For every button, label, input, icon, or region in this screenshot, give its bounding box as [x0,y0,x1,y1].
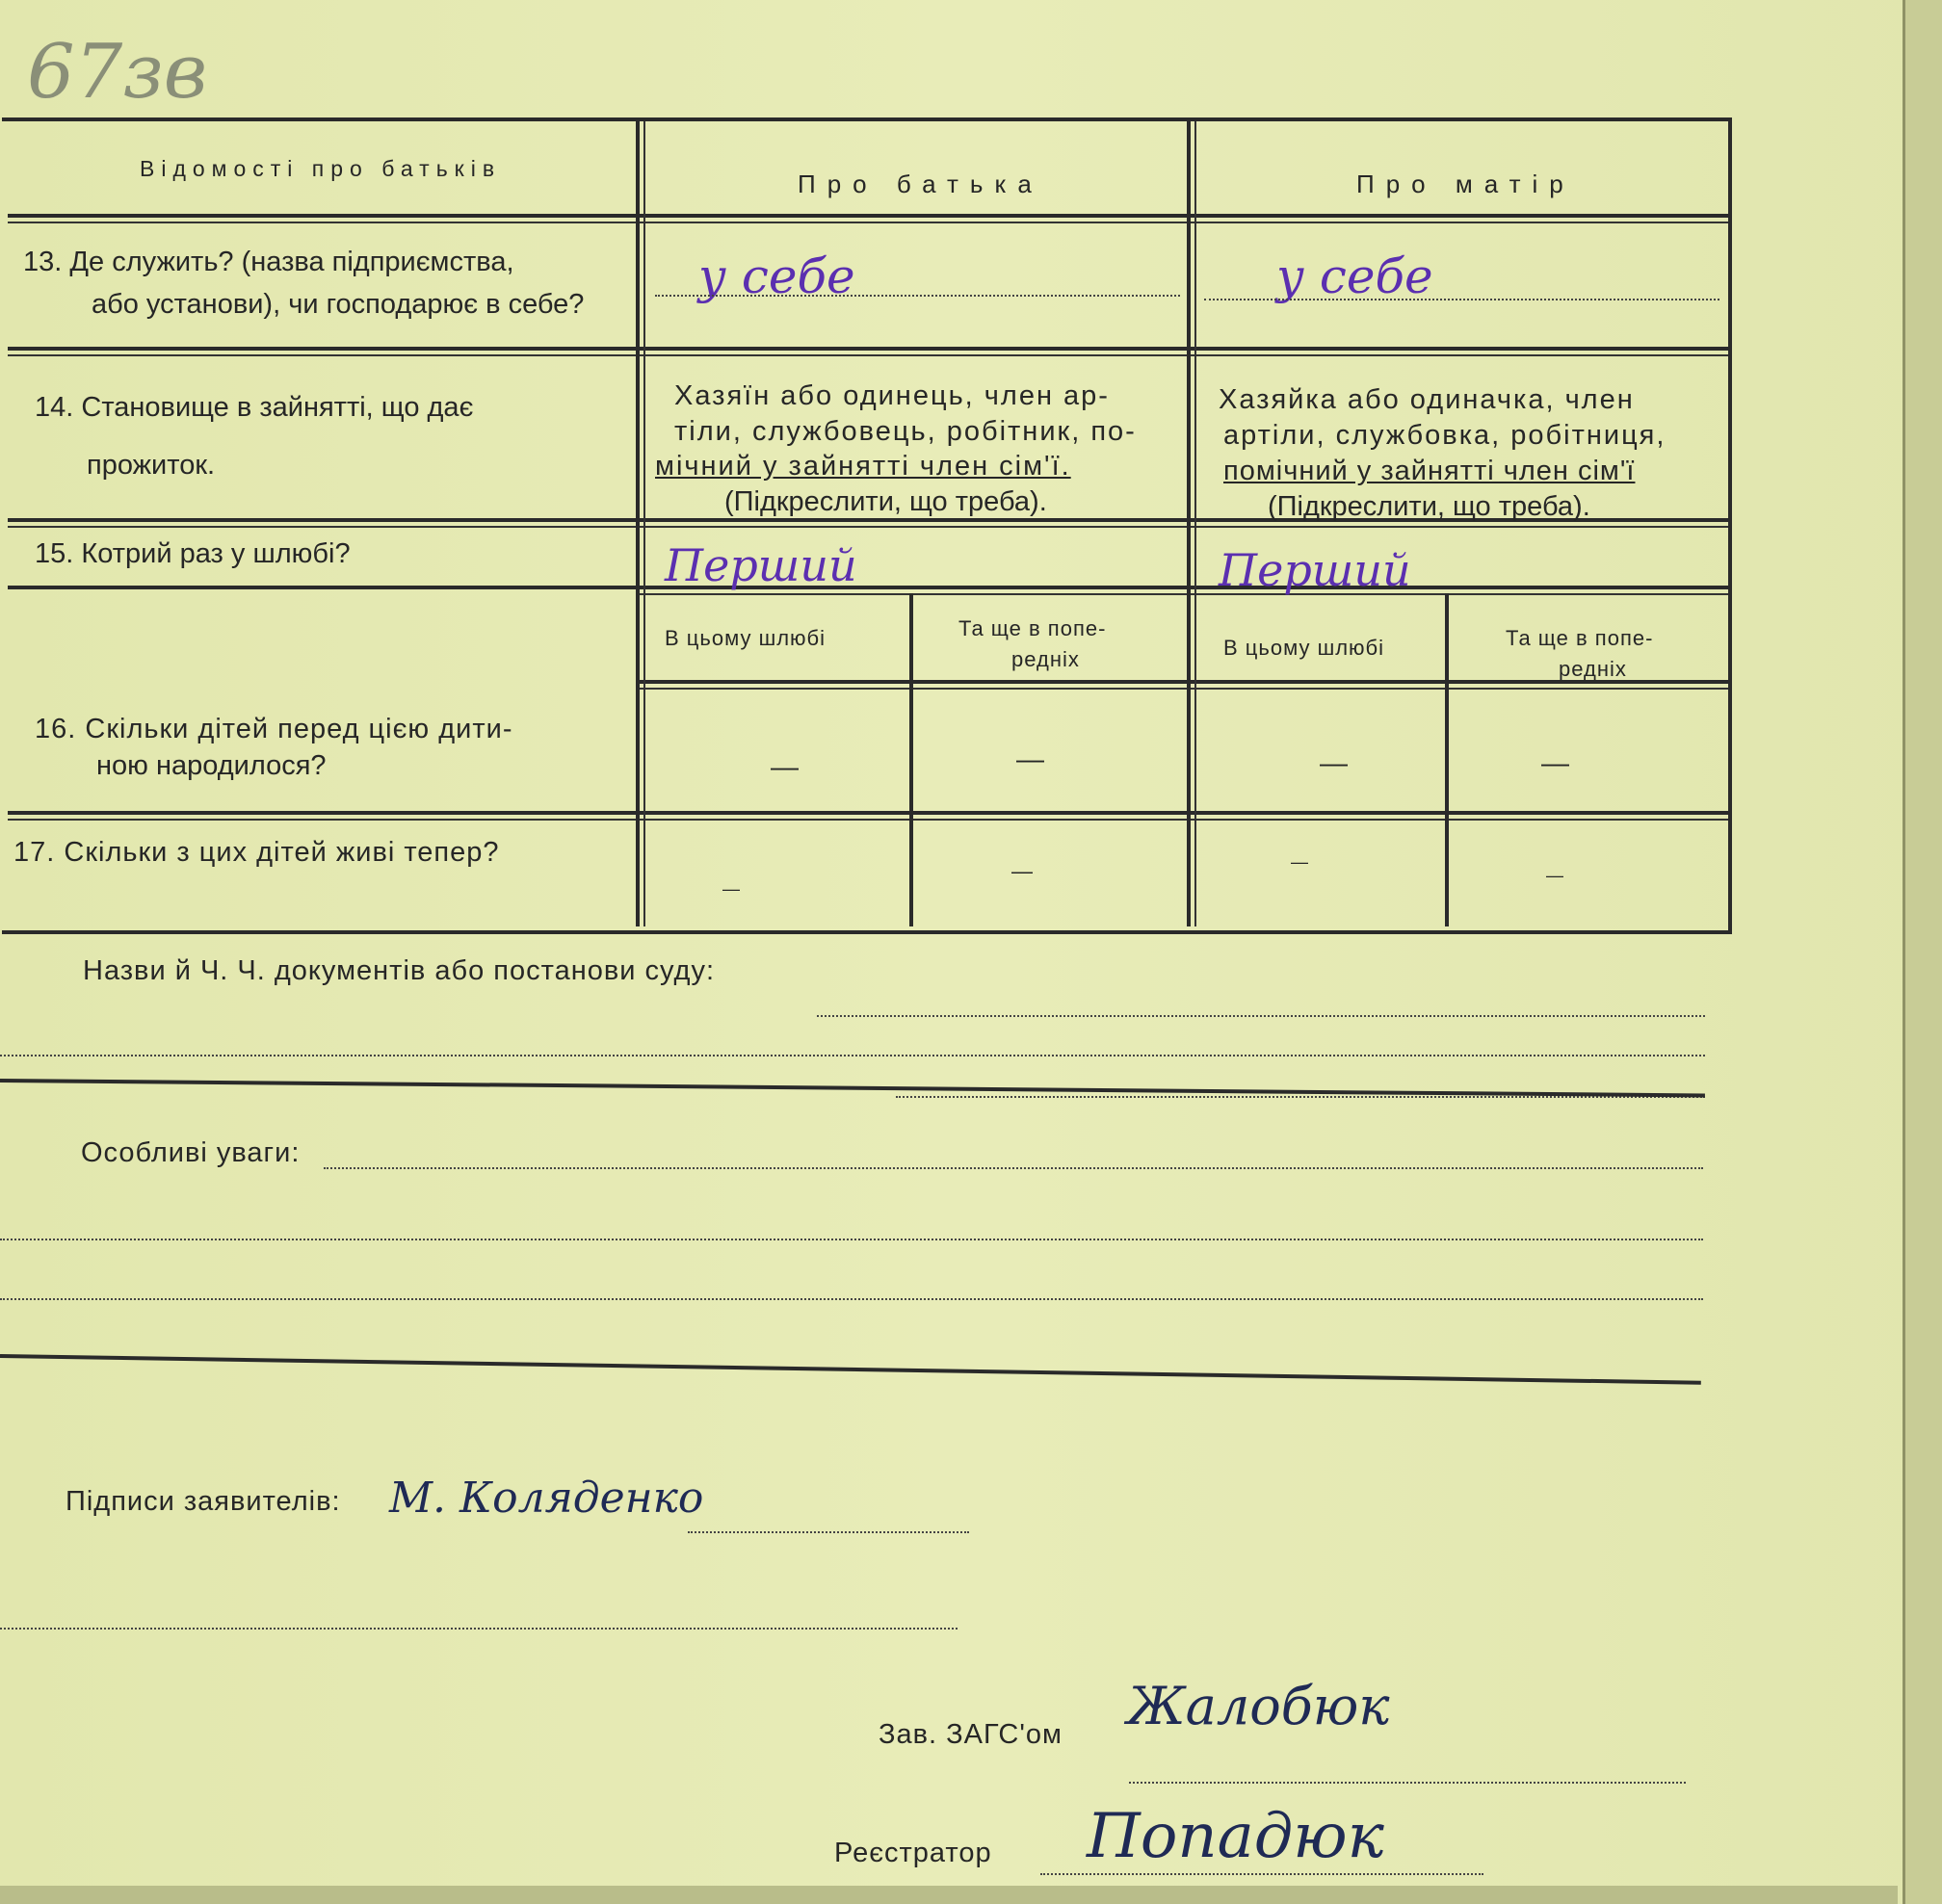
q14-mother-option-line2: артіли, службовка, робітниця, [1223,420,1666,451]
q14-mother-note: (Підкреслити, що треба). [1268,491,1590,522]
applicants-signature: М. Коляденко [389,1474,704,1523]
documents-line-2 [0,1055,1705,1056]
col-divider-parents-2 [1194,121,1196,926]
registrar-signature-label: Реєстратор [834,1838,992,1868]
q14-mother-option-line1: Хазяйка або одиначка, член [1219,384,1635,415]
rule-q15-2 [636,593,1728,595]
rule-header-2 [8,222,1728,223]
q16-mother-prev-header-2: редніх [1559,657,1627,681]
col-divider-mother-sub [1445,593,1449,926]
header-father: Про батька [798,170,1043,198]
rule-q13 [8,347,1728,351]
q14-label-line2: прожиток. [87,450,216,481]
q13-mother-answer: у себе [1276,248,1433,304]
q16-mother-prev-header-1: Та ще в попе- [1506,626,1654,650]
rule-q16-2 [8,819,1728,821]
q14-father-option-line2: тіли, службовець, робітник, по- [674,416,1137,447]
q16-father-prev-header-1: Та ще в попе- [958,616,1107,640]
q16-father-this-value: — [771,752,799,783]
documents-line-1 [817,1015,1705,1017]
rule-remarks [0,1354,1701,1385]
applicants-signature-label: Підписи заявителів: [66,1486,341,1517]
q17-mother-this-value: — [1291,852,1308,872]
remarks-label: Особливі уваги: [81,1137,301,1168]
rule-q14-2 [8,526,1728,528]
head-signature-label: Зав. ЗАГС'ом [879,1719,1063,1750]
registrar-signature: Попадюк [1087,1801,1384,1872]
q14-mother-option-line3: помічний у зайнятті член сім'ї [1223,456,1636,486]
col-divider-main [636,121,640,926]
q16-label-line2: ною народилося? [96,750,327,781]
col-divider-father-sub [909,593,913,926]
page-edge [1903,0,1942,1904]
q16-mother-prev-value: — [1541,748,1569,779]
q13-mother-line [1204,299,1719,300]
col-divider-main-2 [643,121,645,926]
q17-mother-prev-value: — [1546,866,1563,885]
header-mother: Про матір [1356,170,1575,198]
rule-documents [0,1079,1705,1097]
q13-father-line [655,295,1180,297]
q14-father-option-line1: Хазяїн або одинець, член ар- [674,380,1110,411]
head-signature-line [1129,1782,1686,1784]
rule-q13-2 [8,354,1728,356]
rule-q16 [8,811,1728,815]
q15-mother-answer: Перший [1219,544,1411,596]
documents-label: Назви й Ч. Ч. документів або постанови суду: [83,955,716,986]
q13-label-line2: або установи), чи господарює в себе? [92,289,585,320]
q13-father-answer: у себе [698,248,855,304]
q15-father-answer: Перший [665,539,857,591]
applicants-signature-line-2 [0,1628,958,1630]
registrar-signature-line [1040,1873,1483,1875]
q16-mother-this-value: — [1320,748,1348,779]
q17-father-prev-value: — [1011,859,1033,883]
remarks-line-1 [324,1167,1703,1169]
head-signature: Жалобюк [1127,1676,1390,1736]
q15-label: 15. Котрий раз у шлюбі? [35,538,351,569]
rule-q15 [8,586,1728,589]
remarks-line-3 [0,1298,1703,1300]
q16-label-line1: 16. Скільки дітей перед цією дити- [35,714,513,744]
q14-father-note: (Підкреслити, що треба). [724,486,1047,517]
folio-number: 67зв [27,29,208,116]
header-parents: Відомості про батьків [140,156,502,181]
q17-father-this-value: — [722,879,740,899]
q13-label-line1: 13. Де служить? (назва підприємства, [23,247,514,277]
rule-header [8,214,1728,218]
rule-q16-sub-2 [636,688,1728,690]
q14-label-line1: 14. Становище в зайнятті, що дає [35,392,474,423]
q14-father-option-line3: мічний у зайнятті член сім'ї. [655,451,1071,482]
applicants-signature-line [688,1531,969,1533]
bottom-strip [0,1886,1898,1904]
col-divider-parents [1187,121,1191,926]
q16-mother-this-header: В цьому шлюбі [1223,636,1385,660]
q16-father-this-header: В цьому шлюбі [665,626,827,650]
q17-label: 17. Скільки з цих дітей живі тепер? [13,837,500,868]
q16-father-prev-value: — [1016,744,1044,775]
remarks-line-2 [0,1239,1703,1240]
q16-father-prev-header-2: редніх [1011,647,1080,671]
